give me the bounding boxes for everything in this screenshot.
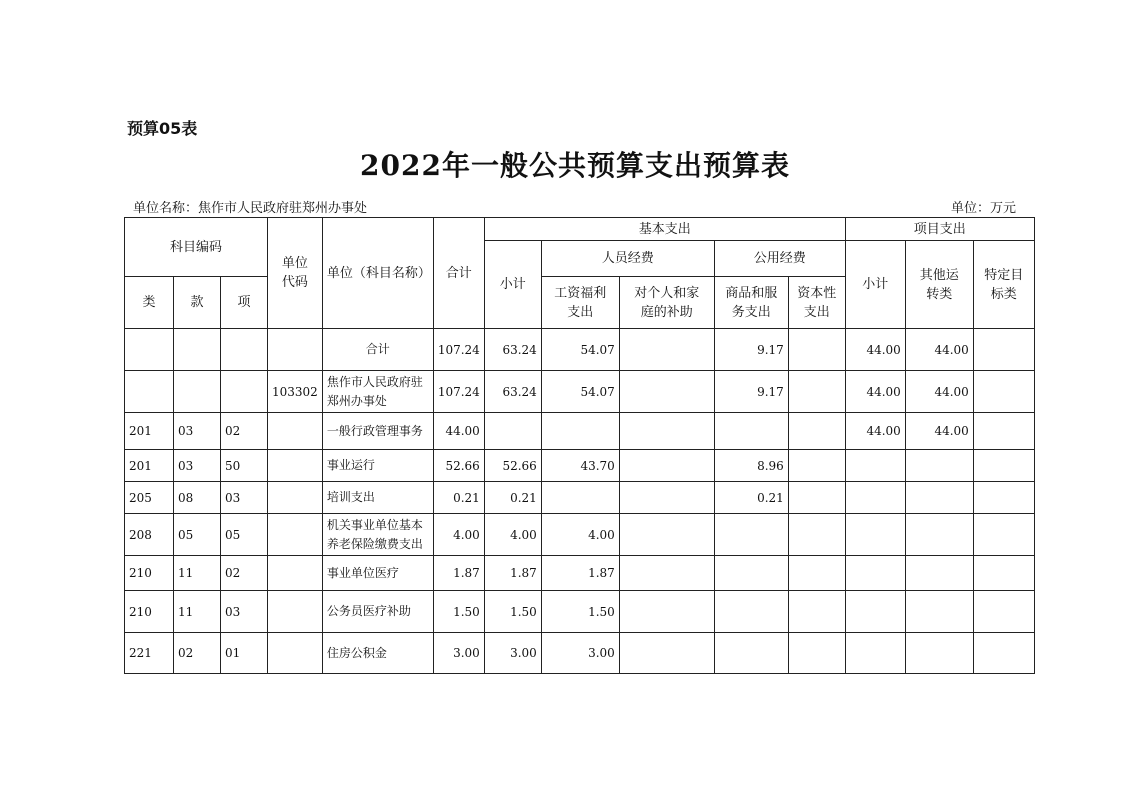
table-row	[125, 482, 1035, 514]
cell-basic-subtotal: 0.21	[484, 482, 541, 514]
cell-name: 一般行政管理事务	[322, 413, 433, 450]
cell-project-subtotal	[845, 591, 905, 633]
cell-wages: 54.07	[541, 371, 619, 413]
cell-capital	[788, 482, 845, 514]
header-subject-code: 科目编码	[125, 218, 268, 277]
cell-personal-subsidy	[619, 514, 714, 556]
cell-xiang: 50	[221, 450, 268, 482]
cell-basic-subtotal: 1.50	[484, 591, 541, 633]
cell-personal-subsidy	[619, 633, 714, 674]
cell-xiang: 03	[221, 482, 268, 514]
cell-lei	[125, 371, 174, 413]
header-lei: 类	[125, 277, 174, 329]
cell-total: 3.00	[433, 633, 484, 674]
cell-kuan: 11	[174, 591, 221, 633]
cell-personal-subsidy	[619, 556, 714, 591]
cell-goods-services	[714, 591, 788, 633]
cell-other-transfer	[905, 450, 973, 482]
cell-wages: 1.50	[541, 591, 619, 633]
cell-xiang: 03	[221, 591, 268, 633]
cell-name: 焦作市人民政府驻郑州办事处	[322, 371, 433, 413]
cell-unit-code: 103302	[268, 371, 323, 413]
cell-total: 1.87	[433, 556, 484, 591]
cell-personal-subsidy	[619, 450, 714, 482]
cell-project-subtotal	[845, 633, 905, 674]
unit-name-label: 单位名称：焦作市人民政府驻郑州办事处	[133, 201, 368, 216]
table-row	[125, 591, 1035, 633]
cell-specific-target	[973, 514, 1034, 556]
cell-other-transfer: 44.00	[905, 329, 973, 371]
header-unit-subject: 单位（科目名称）	[322, 218, 433, 329]
cell-project-subtotal	[845, 556, 905, 591]
currency-unit-label: 单位：万元	[950, 201, 1016, 216]
header-xiang: 项	[221, 277, 268, 329]
cell-total: 52.66	[433, 450, 484, 482]
cell-wages	[541, 413, 619, 450]
header-personal-subsidy: 对个人和家庭的补助	[619, 277, 714, 329]
header-basic-expenditure: 基本支出	[484, 218, 845, 241]
budget-table	[124, 217, 1035, 674]
table-body	[125, 329, 1035, 674]
header-unit-code: 单位代码	[268, 218, 323, 329]
cell-specific-target	[973, 556, 1034, 591]
header-other-transfer: 其他运转类	[905, 241, 973, 329]
page-title: 2022年一般公共预算支出预算表	[360, 149, 790, 182]
cell-other-transfer	[905, 482, 973, 514]
cell-other-transfer	[905, 556, 973, 591]
cell-unit-code	[268, 413, 323, 450]
cell-kuan	[174, 329, 221, 371]
cell-unit-code	[268, 482, 323, 514]
cell-unit-code	[268, 591, 323, 633]
cell-specific-target	[973, 591, 1034, 633]
cell-name: 事业运行	[322, 450, 433, 482]
header-public-funds: 公用经费	[714, 241, 845, 277]
cell-other-transfer: 44.00	[905, 371, 973, 413]
table-row	[125, 371, 1035, 413]
cell-goods-services	[714, 514, 788, 556]
cell-capital	[788, 413, 845, 450]
cell-kuan: 05	[174, 514, 221, 556]
cell-total: 4.00	[433, 514, 484, 556]
cell-lei: 221	[125, 633, 174, 674]
cell-specific-target	[973, 633, 1034, 674]
cell-name: 事业单位医疗	[322, 556, 433, 591]
cell-goods-services	[714, 413, 788, 450]
cell-xiang: 01	[221, 633, 268, 674]
cell-xiang: 02	[221, 556, 268, 591]
cell-lei	[125, 329, 174, 371]
cell-kuan: 08	[174, 482, 221, 514]
cell-other-transfer: 44.00	[905, 413, 973, 450]
cell-goods-services: 0.21	[714, 482, 788, 514]
cell-goods-services: 8.96	[714, 450, 788, 482]
cell-capital	[788, 556, 845, 591]
cell-basic-subtotal: 63.24	[484, 371, 541, 413]
cell-xiang: 05	[221, 514, 268, 556]
table-row	[125, 556, 1035, 591]
cell-total: 107.24	[433, 371, 484, 413]
cell-wages: 43.70	[541, 450, 619, 482]
table-header	[125, 218, 1035, 329]
cell-unit-code	[268, 633, 323, 674]
cell-name: 机关事业单位基本养老保险缴费支出	[322, 514, 433, 556]
cell-kuan: 11	[174, 556, 221, 591]
cell-wages: 3.00	[541, 633, 619, 674]
cell-basic-subtotal: 3.00	[484, 633, 541, 674]
table-row	[125, 413, 1035, 450]
header-capital: 资本性支出	[788, 277, 845, 329]
cell-unit-code	[268, 329, 323, 371]
cell-specific-target	[973, 413, 1034, 450]
cell-project-subtotal	[845, 450, 905, 482]
table-number: 预算05表	[127, 119, 198, 138]
cell-capital	[788, 450, 845, 482]
cell-name: 培训支出	[322, 482, 433, 514]
header-basic-subtotal: 小计	[484, 241, 541, 329]
cell-goods-services: 9.17	[714, 329, 788, 371]
cell-personal-subsidy	[619, 591, 714, 633]
cell-name: 公务员医疗补助	[322, 591, 433, 633]
cell-xiang: 02	[221, 413, 268, 450]
cell-kuan: 02	[174, 633, 221, 674]
cell-goods-services: 9.17	[714, 371, 788, 413]
cell-specific-target	[973, 371, 1034, 413]
cell-total: 107.24	[433, 329, 484, 371]
header-total: 合计	[433, 218, 484, 329]
header-specific-target: 特定目标类	[973, 241, 1034, 329]
cell-personal-subsidy	[619, 482, 714, 514]
header-wages: 工资福利支出	[541, 277, 619, 329]
cell-lei: 205	[125, 482, 174, 514]
table-row	[125, 633, 1035, 674]
cell-kuan: 03	[174, 450, 221, 482]
cell-unit-code	[268, 514, 323, 556]
cell-basic-subtotal	[484, 413, 541, 450]
cell-project-subtotal: 44.00	[845, 371, 905, 413]
cell-lei: 208	[125, 514, 174, 556]
cell-capital	[788, 371, 845, 413]
header-goods-services: 商品和服务支出	[714, 277, 788, 329]
cell-project-subtotal	[845, 514, 905, 556]
header-kuan: 款	[174, 277, 221, 329]
cell-total: 44.00	[433, 413, 484, 450]
cell-lei: 201	[125, 413, 174, 450]
cell-capital	[788, 329, 845, 371]
cell-personal-subsidy	[619, 371, 714, 413]
cell-project-subtotal	[845, 482, 905, 514]
cell-other-transfer	[905, 591, 973, 633]
header-personnel-funds: 人员经费	[541, 241, 714, 277]
cell-personal-subsidy	[619, 329, 714, 371]
cell-specific-target	[973, 329, 1034, 371]
cell-xiang	[221, 371, 268, 413]
cell-total: 1.50	[433, 591, 484, 633]
cell-specific-target	[973, 482, 1034, 514]
table-row	[125, 514, 1035, 556]
cell-project-subtotal: 44.00	[845, 329, 905, 371]
cell-wages: 54.07	[541, 329, 619, 371]
cell-specific-target	[973, 450, 1034, 482]
cell-lei: 210	[125, 591, 174, 633]
cell-personal-subsidy	[619, 413, 714, 450]
cell-other-transfer	[905, 514, 973, 556]
cell-basic-subtotal: 52.66	[484, 450, 541, 482]
cell-lei: 210	[125, 556, 174, 591]
cell-name: 住房公积金	[322, 633, 433, 674]
cell-basic-subtotal: 63.24	[484, 329, 541, 371]
cell-lei: 201	[125, 450, 174, 482]
cell-capital	[788, 591, 845, 633]
cell-capital	[788, 514, 845, 556]
cell-kuan: 03	[174, 413, 221, 450]
cell-goods-services	[714, 633, 788, 674]
cell-unit-code	[268, 556, 323, 591]
cell-goods-services	[714, 556, 788, 591]
cell-basic-subtotal: 4.00	[484, 514, 541, 556]
table-row	[125, 329, 1035, 371]
cell-wages: 1.87	[541, 556, 619, 591]
cell-project-subtotal: 44.00	[845, 413, 905, 450]
header-project-expenditure: 项目支出	[845, 218, 1034, 241]
cell-xiang	[221, 329, 268, 371]
cell-other-transfer	[905, 633, 973, 674]
cell-kuan	[174, 371, 221, 413]
cell-total: 0.21	[433, 482, 484, 514]
table-row	[125, 450, 1035, 482]
cell-wages: 4.00	[541, 514, 619, 556]
header-project-subtotal: 小计	[845, 241, 905, 329]
cell-unit-code	[268, 450, 323, 482]
cell-wages	[541, 482, 619, 514]
cell-capital	[788, 633, 845, 674]
cell-name: 合计	[322, 329, 433, 371]
cell-basic-subtotal: 1.87	[484, 556, 541, 591]
